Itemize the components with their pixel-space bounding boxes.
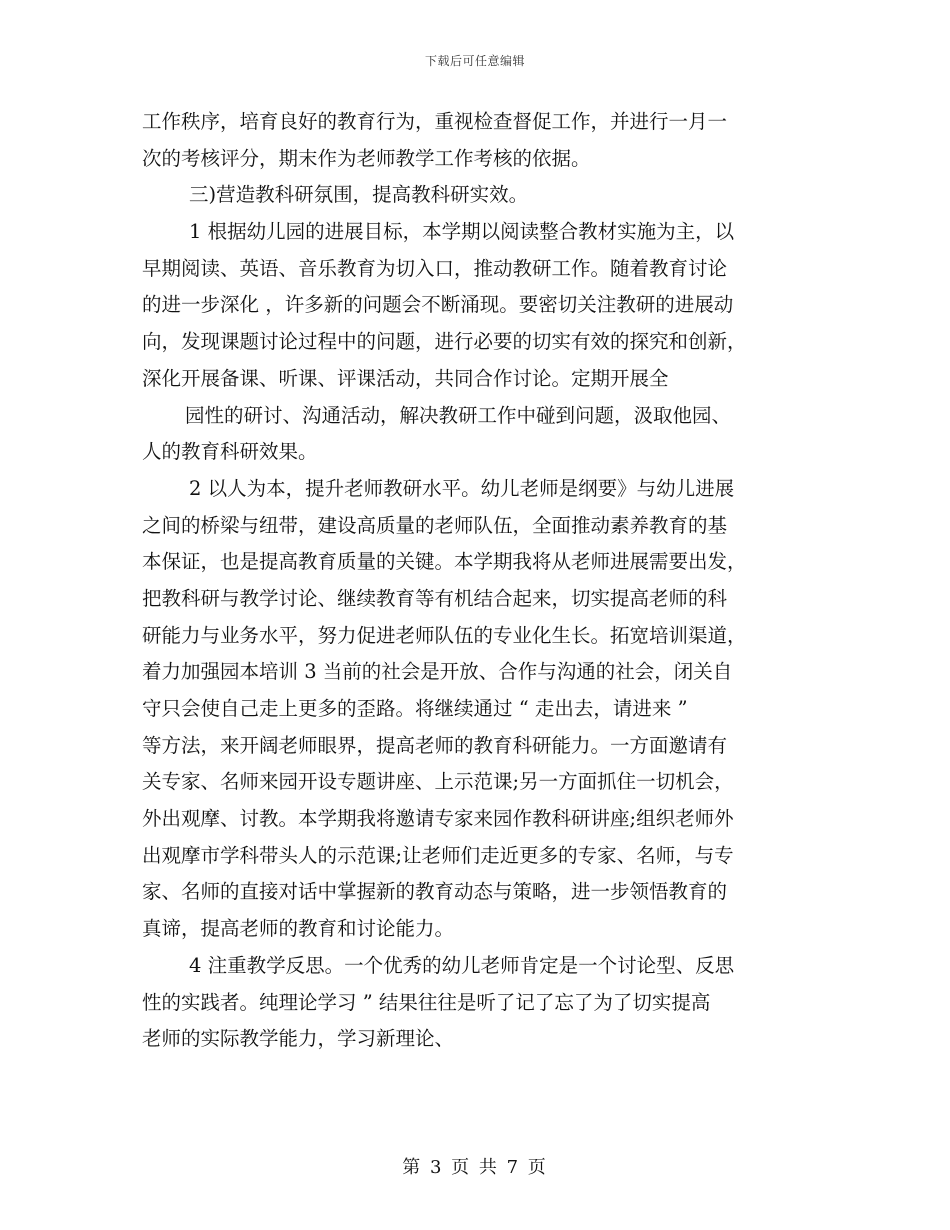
body-line: 研能力与业务水平，努力促进老师队伍的专业化生长。拓宽培训渠道， (142, 623, 747, 647)
body-line: 真谛，提高老师的教育和讨论能力。 (142, 917, 455, 941)
body-line: 次的考核评分，期末作为老师教学工作考核的依据。 (142, 146, 591, 170)
document-body (142, 104, 808, 1058)
body-line: 之间的桥梁与纽带，建设高质量的老师队伍，全面推动素养教育的基 (142, 513, 728, 537)
page-header: 下载后可任意编辑 (424, 54, 525, 68)
body-line: 园性的研讨、沟通活动，解决教研工作中碰到问题，汲取他园、 (185, 403, 732, 427)
body-line: 的进一步深化 ，许多新的问题会不断涌现。要密切关注教研的进展动 (142, 293, 734, 317)
body-line: 1 根据幼儿园的进展目标，本学期以阅读整合教材实施为主，以 (189, 220, 735, 244)
body-line: 把教科研与教学讨论、继续教育等有机结合起来，切实提高老师的科 (142, 586, 728, 610)
body-line: 2 以人为本，提升老师教研水平。幼儿老师是纲要》与幼儿进展 (189, 476, 735, 500)
body-line: 本保证，也是提高教育质量的关键。本学期我将从老师进展需要出发， (142, 550, 747, 574)
body-line: 守只会使自己走上更多的歪路。将继续通过 “ 走出去，请进来 ” (142, 697, 688, 720)
body-line: 工作秩序，培育良好的教育行为，重视检查督促工作，并进行一月一 (142, 110, 728, 133)
body-line: 深化开展备课、听课、评课活动，共同合作讨论。定期开展全 (142, 366, 669, 390)
body-line: 等方法，来开阔老师眼界，提高老师的教育科研能力。一方面邀请有 (142, 733, 728, 757)
body-line: 向，发现课题讨论过程中的问题，进行必要的切实有效的探究和创新， (142, 330, 747, 354)
page-number: 第 3 页 共 7 页 (402, 1157, 548, 1178)
body-line: 着力加强园本培训 3 当前的社会是开放、合作与沟通的社会，闭关自 (142, 660, 733, 684)
section-heading: 三)营造教科研氛围，提高教科研实效。 (189, 183, 529, 207)
body-line: 4 注重教学反思。一个优秀的幼儿老师肯定是一个讨论型、反思 (189, 953, 735, 977)
body-line: 关专家、名师来园开设专题讲座、上示范课;另一方面抓住一切机会， (142, 770, 734, 794)
body-line: 外出观摩、讨教。本学期我将邀请专家来园作教科研讲座;组织老师外 (142, 807, 734, 831)
body-line: 老师的实际教学能力，学习新理论、 (142, 1027, 455, 1051)
body-line: 出观摩市学科带头人的示范课;让老师们走近更多的专家、名师，与专 (142, 843, 734, 867)
body-line: 家、名师的直接对话中掌握新的教育动态与策略，进一步领悟教育的 (142, 880, 728, 904)
body-line: 性的实践者。纯理论学习 ” 结果往往是听了记了忘了为了切实提高 (142, 990, 711, 1014)
body-line: 早期阅读、英语、音乐教育为切入口，推动教研工作。随着教育讨论 (142, 256, 728, 280)
body-line: 人的教育科研效果。 (142, 440, 318, 464)
